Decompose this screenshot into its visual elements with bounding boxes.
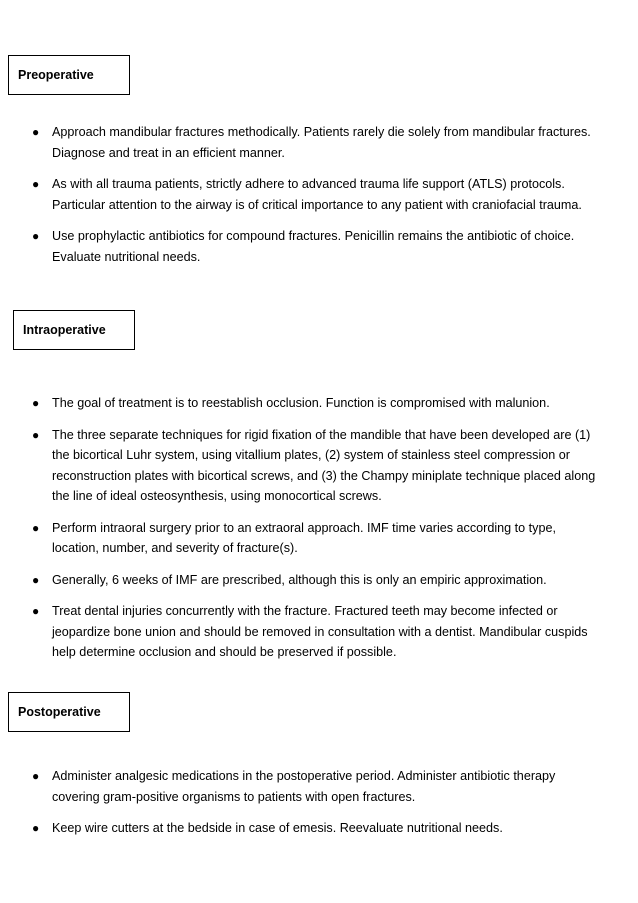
- list-item: [0, 570, 600, 591]
- list-item: [0, 226, 600, 267]
- list-item-text: Use prophylactic antibiotics for compound fractures. Penicillin remains the antibiotic of choice. Evaluate nutritional needs.: [52, 229, 575, 264]
- list-item: [0, 393, 600, 414]
- preoperative-list: [0, 122, 600, 278]
- bullet-icon: ●: [32, 572, 40, 587]
- list-item: [0, 601, 600, 663]
- postoperative-list: [0, 766, 600, 850]
- list-item: [0, 818, 600, 839]
- bullet-icon: ●: [32, 520, 40, 535]
- bullet-icon: ●: [32, 769, 40, 783]
- bullet-icon: ●: [32, 604, 40, 618]
- list-item-text: Perform intraoral surgery prior to an extraoral approach. IMF time varies according to type, location, number, and severity of fracture(s).: [52, 520, 556, 555]
- list-item-text: Keep wire cutters at the bedside in case of emesis. Reevaluate nutritional needs.: [52, 821, 503, 835]
- list-item: [0, 425, 600, 507]
- list-item: [0, 766, 600, 807]
- intraoperative-heading: Intraoperative: [13, 310, 135, 350]
- list-item-text: The goal of treatment is to reestablish occlusion. Function is compromised with malunion.: [52, 396, 550, 410]
- list-item-text: The three separate techniques for rigid fixation of the mandible that have been developed are (1) the bicortical Luhr system, using vitallium plates, (2) system of stainless steel compression or reconstruction plates with bicortical screws, and (3) the Champy miniplate technique placed along the line of ideal osteosynthesis, using monocortical screws.: [52, 427, 596, 503]
- intraoperative-list: [0, 393, 600, 674]
- bullet-icon: ●: [32, 125, 40, 139]
- list-item-text: As with all trauma patients, strictly adhere to advanced trauma life support (ATLS) protocols. Particular attention to the airway is of critical importance to any patient with craniofacial trauma.: [52, 177, 582, 212]
- bullet-icon: ●: [32, 396, 40, 410]
- postoperative-heading: Postoperative: [8, 692, 130, 732]
- list-item-text: Approach mandibular fractures methodically. Patients rarely die solely from mandibular fractures. Diagnose and treat in an efficient manner.: [52, 125, 591, 160]
- preoperative-heading: Preoperative: [8, 55, 130, 95]
- bullet-icon: ●: [32, 229, 40, 243]
- list-item-text: Treat dental injuries concurrently with the fracture. Fractured teeth may become infected or jeopardize bone union and should be removed in consultation with a dentist. Mandibular cuspids help determine occlusion and should be preserved if possible.: [52, 604, 588, 659]
- list-item-text: Administer analgesic medications in the postoperative period. Administer antibiotic therapy covering gram-positive organisms to patients with open fractures.: [52, 769, 556, 804]
- bullet-icon: ●: [32, 821, 40, 835]
- bullet-icon: ●: [32, 427, 40, 442]
- list-item-text: Generally, 6 weeks of IMF are prescribed, although this is only an empiric approximation.: [52, 572, 547, 587]
- bullet-icon: ●: [32, 177, 40, 191]
- list-item: [0, 122, 600, 163]
- list-item: [0, 518, 600, 559]
- list-item: [0, 174, 600, 215]
